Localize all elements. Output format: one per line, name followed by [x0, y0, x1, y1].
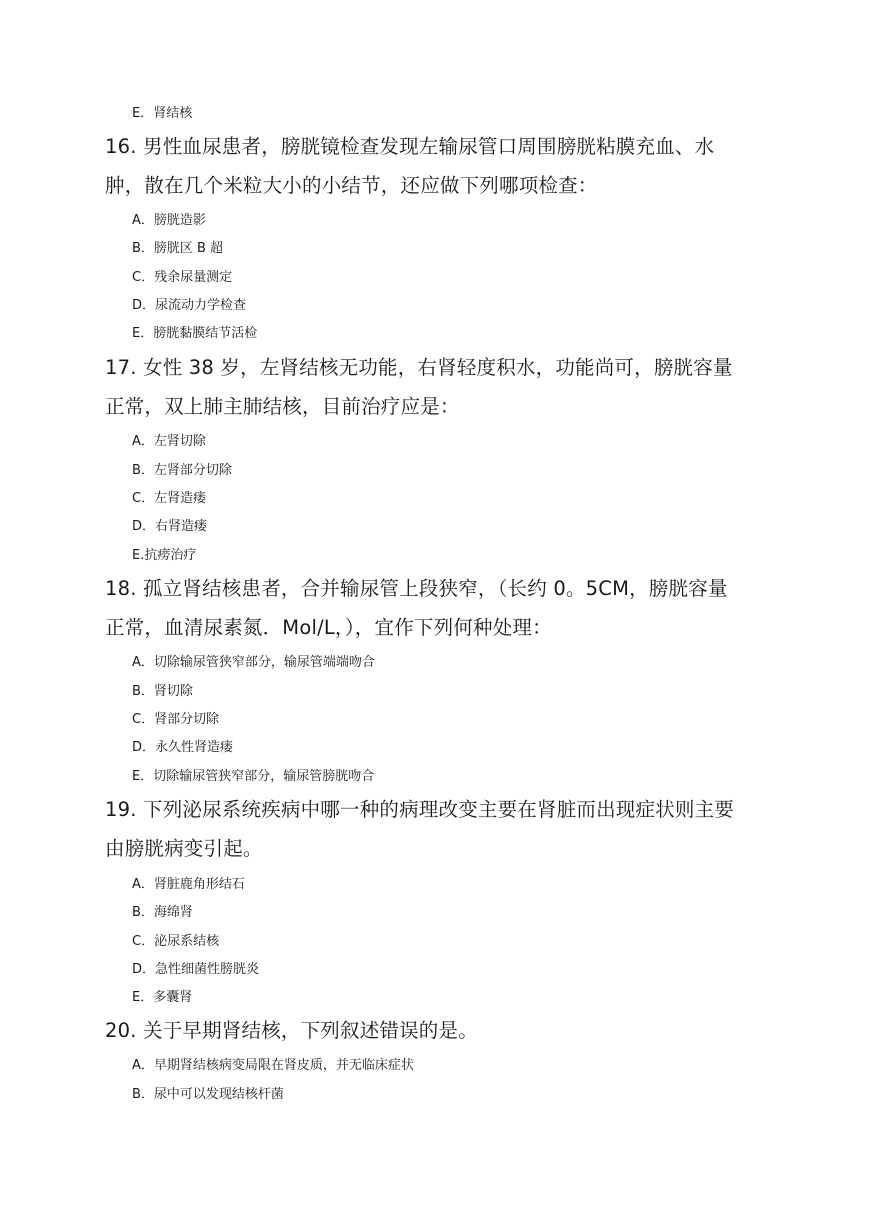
q16-option-b: B．膀胱区 B 超 — [132, 241, 224, 256]
question-18-line-2: 正常，血清尿素氮．Mol/L，），宜作下列何种处理： — [105, 616, 552, 639]
q15-option-e: E．肾结核 — [132, 106, 193, 121]
q19-option-c: C．泌尿系结核 — [132, 934, 220, 949]
question-20-line-1: 20. 关于早期肾结核，下列叙述错误的是。 — [105, 1019, 478, 1042]
question-17-line-2: 正常，双上肺主肺结核，目前治疗应是： — [105, 395, 460, 418]
q19-option-a: A．肾脏鹿角形结石 — [132, 877, 245, 892]
q18-option-d: D．永久性肾造瘘 — [132, 740, 234, 755]
q20-option-b: B．尿中可以发现结核杆菌 — [132, 1087, 284, 1102]
q18-option-e: E．切除输尿管狭窄部分，输尿管膀胱吻合 — [132, 769, 375, 784]
question-17-line-1: 17. 女性 38 岁，左肾结核无功能，右肾轻度积水，功能尚可，膀胱容量 — [105, 356, 733, 379]
q16-option-e: E．膀胱黏膜结节活检 — [132, 326, 258, 341]
q16-option-a: A．膀胱造影 — [132, 213, 206, 228]
q16-option-d: D．尿流动力学检查 — [132, 298, 247, 313]
q18-option-b: B．肾切除 — [132, 684, 193, 699]
q17-option-c: C．左肾造瘘 — [132, 491, 207, 506]
question-19-line-2: 由膀胱病变引起。 — [105, 837, 263, 860]
q18-option-a: A．切除输尿管狭窄部分，输尿管端端吻合 — [132, 655, 375, 670]
question-16-line-2: 肿，散在几个米粒大小的小结节，还应做下列哪项检查： — [105, 174, 598, 197]
q19-option-d: D．急性细菌性膀胱炎 — [132, 962, 260, 977]
question-16-line-1: 16. 男性血尿患者，膀胱镜检查发现左输尿管口周围膀胱粘膜充血、水 — [105, 135, 715, 158]
q17-option-d: D．右肾造瘘 — [132, 519, 208, 534]
q17-option-a: A．左肾切除 — [132, 434, 206, 449]
question-18-line-1: 18. 孤立肾结核患者，合并输尿管上段狭窄，（长约 0。5CM，膀胱容量 — [105, 577, 728, 600]
q19-option-e: E．多囊肾 — [132, 990, 193, 1005]
question-19-line-1: 19. 下列泌尿系统疾病中哪一种的病理改变主要在肾脏而出现症状则主要 — [105, 798, 735, 821]
q17-option-e: E.抗痨治疗 — [132, 548, 197, 563]
q20-option-a: A．早期肾结核病变局限在肾皮质，并无临床症状 — [132, 1058, 414, 1073]
q16-option-c: C．残余尿量测定 — [132, 270, 233, 285]
q18-option-c: C．肾部分切除 — [132, 712, 220, 727]
q17-option-b: B．左肾部分切除 — [132, 463, 232, 478]
q19-option-b: B．海绵肾 — [132, 905, 193, 920]
